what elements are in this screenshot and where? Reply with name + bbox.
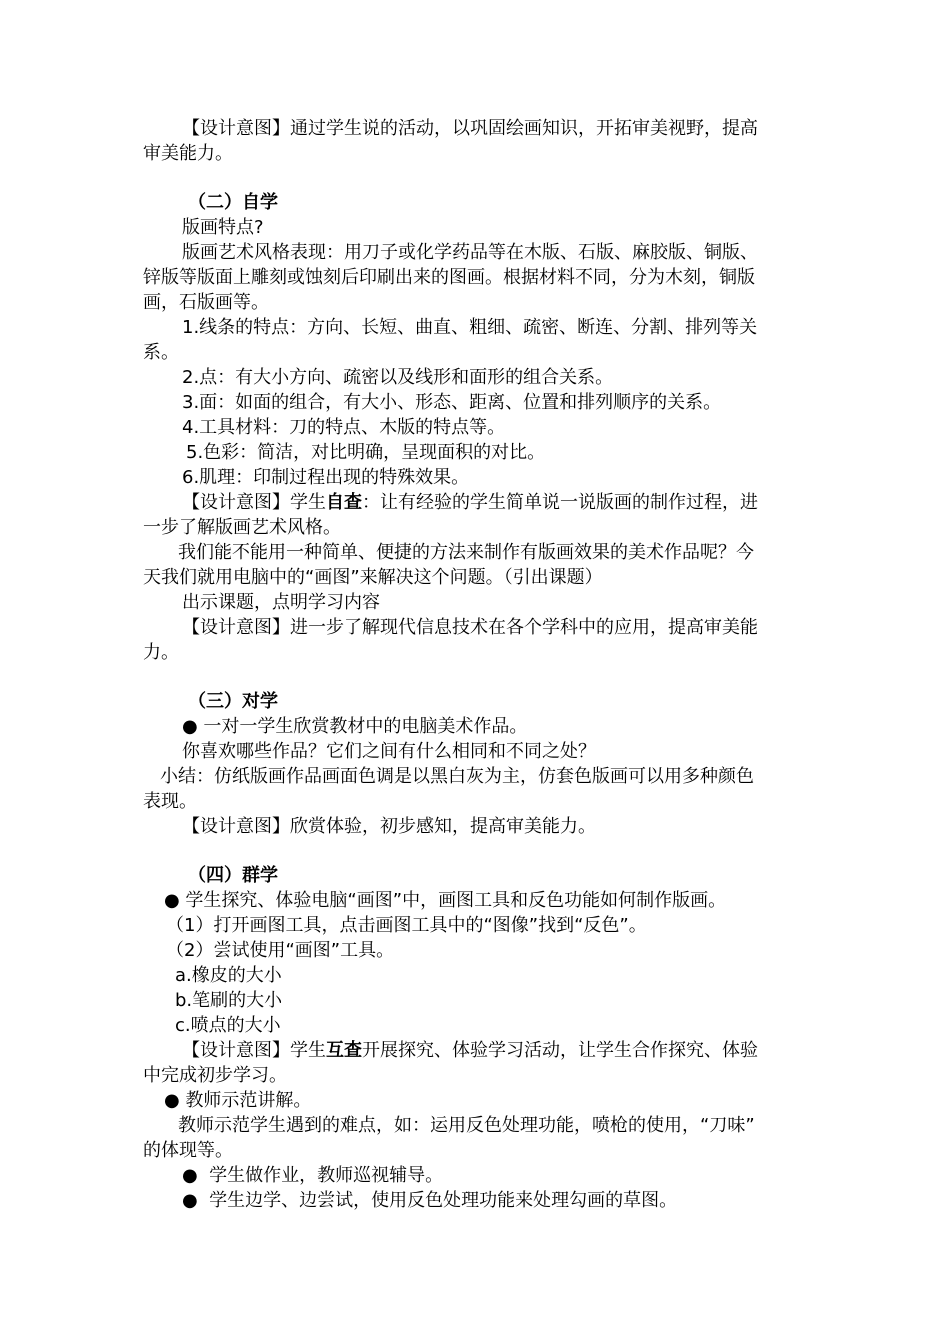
feature-item-1-line2: 系。	[143, 342, 179, 363]
design-intent-2-rest: ：让有经验的学生简单说一说版画的制作过程，进	[362, 492, 758, 513]
design-intent-5-prefix: 【设计意图】学生	[182, 1040, 326, 1061]
design-intent-5-line1	[182, 1038, 758, 1063]
lead-question-line1: 我们能不能用一种简单、便捷的方法来制作有版画效果的美术作品呢？今	[178, 542, 754, 563]
design-intent-5-rest: 开展探究、体验学习活动，让学生合作探究、体验	[362, 1040, 758, 1061]
section-heading-group-study: （四）群学	[188, 865, 278, 886]
feature-item-1-line1: 1.线条的特点：方向、长短、曲直、粗细、疏密、断连、分割、排列等关	[182, 317, 758, 338]
demo-line1: 教师示范学生遇到的难点，如：运用反色处理功能，喷枪的使用，“刀味”	[178, 1115, 755, 1136]
print-style-line1: 版画艺术风格表现：用刀子或化学药品等在木版、石版、麻胶版、铜版、	[182, 242, 758, 263]
sub-item-a: a.橡皮的大小	[175, 965, 282, 986]
design-intent-1-line1: 【设计意图】通过学生说的活动，以巩固绘画知识，开拓审美视野，提高	[182, 118, 758, 139]
design-intent-5-line2: 中完成初步学习。	[143, 1065, 287, 1086]
sub-item-c: c.喷点的大小	[175, 1015, 281, 1036]
feature-item-2: 2.点：有大小方向、疏密以及线形和面形的组合关系。	[182, 367, 614, 388]
design-intent-1-line2: 审美能力。	[143, 143, 233, 164]
print-style-line3: 画，石版画等。	[143, 292, 269, 313]
design-intent-3-line2: 力。	[143, 642, 179, 663]
design-intent-2-line1	[182, 490, 758, 515]
bullet-teacher-demo: ● 教师示范讲解。	[164, 1090, 312, 1111]
print-style-line2: 锌版等版面上雕刻或蚀刻后印刷出来的图画。根据材料不同，分为木刻，铜版	[143, 267, 755, 288]
design-intent-2-prefix: 【设计意图】学生	[182, 492, 326, 513]
bullet-appreciate-works: ● 一对一学生欣赏教材中的电脑美术作品。	[182, 716, 528, 737]
feature-item-3: 3.面：如面的组合，有大小、形态、距离、位置和排列顺序的关系。	[182, 392, 722, 413]
question-print-features: 版画特点?	[182, 217, 264, 238]
bullet-learn-try: ● 学生边学、边尝试，使用反色处理功能来处理勾画的草图。	[182, 1190, 678, 1211]
design-intent-2-line2: 一步了解版画艺术风格。	[143, 517, 341, 538]
demo-line2: 的体现等。	[143, 1140, 233, 1161]
summary-line2: 表现。	[143, 791, 197, 812]
section-heading-pair-study: （三）对学	[188, 691, 278, 712]
show-topic: 出示课题，点明学习内容	[182, 592, 380, 613]
feature-item-4: 4.工具材料：刀的特点、木版的特点等。	[182, 417, 506, 438]
question-favorite-works: 你喜欢哪些作品？它们之间有什么相同和不同之处？	[182, 741, 596, 762]
feature-item-6: 6.肌理：印制过程出现的特殊效果。	[182, 467, 470, 488]
design-intent-5-keyword: 互查	[326, 1040, 362, 1061]
design-intent-3-line1: 【设计意图】进一步了解现代信息技术在各个学科中的应用，提高审美能	[182, 617, 758, 638]
feature-item-5: 5.色彩：简洁，对比明确，呈现面积的对比。	[186, 442, 546, 463]
summary-line1: 小结：仿纸版画作品画面色调是以黑白灰为主，仿套色版画可以用多种颜色	[160, 766, 754, 787]
design-intent-2-keyword: 自查	[326, 492, 362, 513]
section-heading-self-study: （二）自学	[188, 192, 278, 213]
step-1: （1）打开画图工具，点击画图工具中的“图像”找到“反色”。	[166, 915, 647, 936]
lead-question-line2: 天我们就用电脑中的“画图”来解决这个问题。（引出课题）	[143, 567, 603, 588]
design-intent-4: 【设计意图】欣赏体验，初步感知，提高审美能力。	[182, 816, 596, 837]
bullet-explore-paint: ● 学生探究、体验电脑“画图”中，画图工具和反色功能如何制作版画。	[164, 890, 727, 911]
bullet-homework: ● 学生做作业，教师巡视辅导。	[182, 1165, 444, 1186]
sub-item-b: b.笔刷的大小	[175, 990, 283, 1011]
step-2: （2）尝试使用“画图”工具。	[166, 940, 395, 961]
